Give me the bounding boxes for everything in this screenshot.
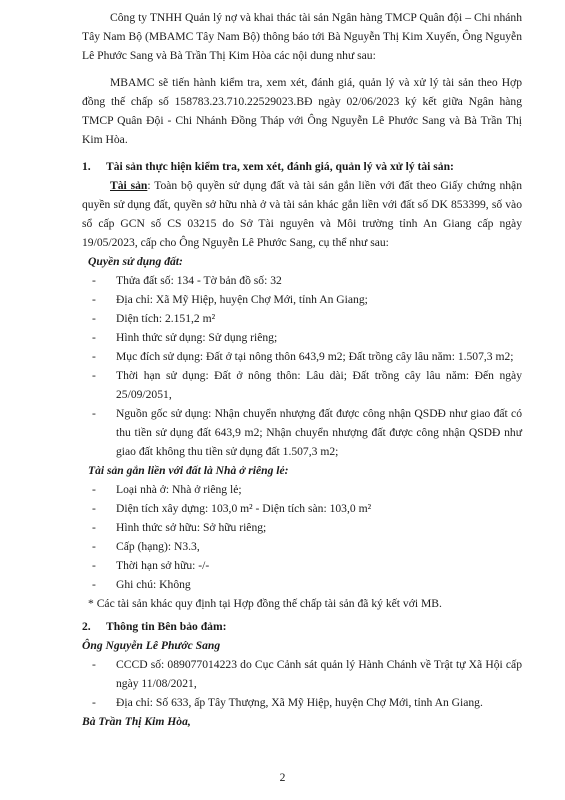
intro-paragraph-1: Công ty TNHH Quản lý nợ và khai thác tài sản Ngân hàng TMCP Quân đội – Chi nhánh Tây Nam Bộ (MBAMC Tây Nam Bộ) thông báo tới Bà Nguyễn Thị Kim Xuyến, Ông Nguyễn Lê Phước Sang và Bà Trần Thị Kim Hòa các nội dung như sau: bbox=[82, 11, 522, 62]
list-item: - Thời hạn sở hữu: -/- bbox=[82, 556, 522, 575]
list-item: - Hình thức sử dụng: Sử dụng riêng; bbox=[82, 328, 522, 347]
section-2-number: 2. bbox=[82, 620, 91, 633]
section-1-number: 1. bbox=[82, 160, 91, 173]
guarantor-2-name: Bà Trần Thị Kim Hòa, bbox=[82, 715, 191, 728]
section-1-title: Tài sản thực hiện kiểm tra, xem xét, đánh giá, quản lý và xử lý tài sản: bbox=[106, 160, 454, 173]
contract-note: * Các tài sản khác quy định tại Hợp đồng thế chấp tài sản đã ký kết với MB. bbox=[88, 597, 442, 610]
page-number: 2 bbox=[279, 771, 286, 784]
list-item: - Nguồn gốc sử dụng: Nhận chuyển nhượng đất được công nhận QSDĐ như giao đất có thu tiền sử dụng đất 643,9 m2; Nhận chuyển nhượng đất được công nhận QSDĐ như giao đất không thu tiền sử dụng đất 1.507,3 m2; bbox=[82, 404, 522, 461]
asset-label: Tài sản bbox=[110, 179, 148, 192]
guarantor-1-details bbox=[82, 655, 522, 712]
list-item: - Thửa đất số: 134 - Tờ bản đồ số: 32 bbox=[82, 271, 522, 290]
asset-description bbox=[82, 176, 522, 252]
list-item: - Diện tích xây dựng: 103,0 m² - Diện tích sàn: 103,0 m² bbox=[82, 499, 522, 518]
land-use-heading: Quyền sử dụng đất: bbox=[88, 255, 183, 268]
list-item: - Thời hạn sử dụng: Đất ở nông thôn: Lâu dài; Đất trồng cây lâu năm: Đến ngày 25/09/2051, bbox=[82, 366, 522, 404]
document-body bbox=[82, 8, 522, 731]
asset-text: : Toàn bộ quyền sử dụng đất và tài sản gắn liền với đất theo Giấy chứng nhận quyền sử dụng đất, quyền sở hữu nhà ở và tài sản khác gắn liền với đất số DK 853399, số vào sổ cấp GCN số CS 03215 do Sở Tài nguyên và Môi trường tỉnh An Giang cấp ngày 19/05/2023, cấp cho Ông Nguyễn Lê Phước Sang, cụ thể như sau: bbox=[82, 179, 523, 249]
section-2-heading bbox=[82, 617, 522, 636]
section-1-heading bbox=[82, 157, 522, 176]
house-heading: Tài sản gắn liền với đất là Nhà ở riêng lẻ: bbox=[88, 464, 289, 477]
guarantor-1-name: Ông Nguyễn Lê Phước Sang bbox=[82, 639, 221, 652]
list-item: - Ghi chú: Không bbox=[82, 575, 522, 594]
list-item: - CCCD số: 089077014223 do Cục Cảnh sát quản lý Hành Chánh về Trật tự Xã Hội cấp ngày 11/08/2021, bbox=[82, 655, 522, 693]
list-item: - Mục đích sử dụng: Đất ở tại nông thôn 643,9 m2; Đất trồng cây lâu năm: 1.507,3 m2; bbox=[82, 347, 522, 366]
intro-paragraph-2: MBAMC sẽ tiến hành kiểm tra, xem xét, đánh giá, quản lý và xử lý tài sản theo Hợp đồng thế chấp số 158783.23.710.22529023.BĐ ngày 02/06/2023 ký kết giữa Ngân hàng TMCP Quân Đội - Chi Nhánh Đồng Tháp với Ông Nguyễn Lê Phước Sang và Bà Trần Thị Kim Hòa. bbox=[82, 76, 522, 146]
list-item: - Địa chỉ: Số 633, ấp Tây Thượng, Xã Mỹ Hiệp, huyện Chợ Mới, tỉnh An Giang. bbox=[82, 693, 522, 712]
land-use-list bbox=[82, 271, 522, 461]
list-item: - Hình thức sở hữu: Sở hữu riêng; bbox=[82, 518, 522, 537]
list-item: - Diện tích: 2.151,2 m² bbox=[82, 309, 522, 328]
list-item: - Địa chỉ: Xã Mỹ Hiệp, huyện Chợ Mới, tỉnh An Giang; bbox=[82, 290, 522, 309]
list-item: - Cấp (hạng): N3.3, bbox=[82, 537, 522, 556]
list-item: - Loại nhà ở: Nhà ở riêng lẻ; bbox=[82, 480, 522, 499]
section-2-title: Thông tin Bên bảo đảm: bbox=[106, 620, 227, 633]
house-list bbox=[82, 480, 522, 594]
